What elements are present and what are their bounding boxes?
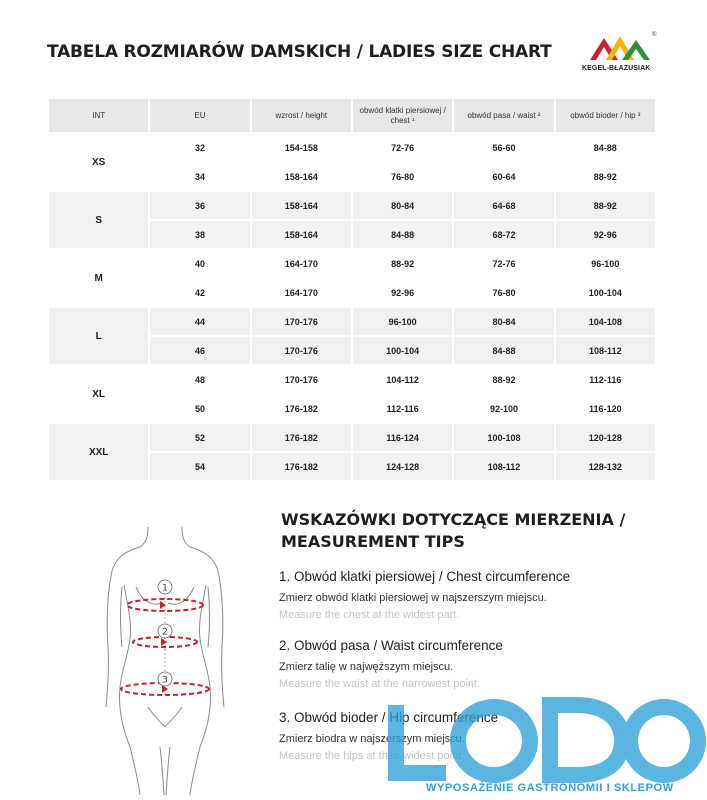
brand-name: KEGEL-BŁAZUSIAK [582, 65, 651, 72]
chest-cell: 88-92 [353, 250, 452, 277]
page-title: TABELA ROZMIARÓW DAMSKICH / LADIES SIZE CHART [47, 42, 552, 62]
tips-title [281, 509, 625, 553]
eu-cell: 52 [150, 424, 249, 451]
height-cell: 154-158 [252, 134, 351, 161]
table-header-row [49, 99, 655, 132]
height-cell: 176-182 [252, 424, 351, 451]
table-row [49, 192, 655, 219]
waist-cell: 72-76 [454, 250, 553, 277]
registered-mark: ® [652, 32, 657, 38]
hip-cell: 92-96 [556, 221, 655, 248]
hip-cell: 108-112 [556, 337, 655, 364]
height-cell: 170-176 [252, 337, 351, 364]
waist-cell: 64-68 [454, 192, 553, 219]
chest-cell: 116-124 [353, 424, 452, 451]
chest-cell: 84-88 [353, 221, 452, 248]
tip-text-en: Measure the waist at the narrowest point. [279, 678, 481, 690]
chest-cell: 104-112 [353, 366, 452, 393]
tip-text-pl: Zmierz biodra w najszerszym miejscu. [279, 733, 465, 745]
table-row [49, 250, 655, 277]
height-cell: 158-164 [252, 221, 351, 248]
header-chest: obwód klatki piersiowej / chest ¹ [353, 99, 452, 132]
waist-cell: 68-72 [454, 221, 553, 248]
hip-cell: 112-116 [556, 366, 655, 393]
table-row [49, 366, 655, 393]
waist-cell: 56-60 [454, 134, 553, 161]
header-eu: EU [150, 99, 249, 132]
hip-cell: 84-88 [556, 134, 655, 161]
waist-cell: 76-80 [454, 279, 553, 306]
hip-cell: 116-120 [556, 395, 655, 422]
marker-2: 2 [162, 627, 168, 638]
body-figure-illustration [100, 527, 230, 797]
header-hip: obwód bioder / hip ³ [556, 99, 655, 132]
table-row [49, 134, 655, 161]
height-cell: 170-176 [252, 366, 351, 393]
int-size-cell: XS [49, 134, 148, 190]
tip-heading: 2. Obwód pasa / Waist circumference [279, 638, 503, 653]
height-cell: 170-176 [252, 308, 351, 335]
hip-cell: 88-92 [556, 192, 655, 219]
waist-cell: 88-92 [454, 366, 553, 393]
tip-text-en: Measure the hips at their widest point. [279, 750, 465, 762]
tip-waist [279, 638, 699, 690]
height-cell: 164-170 [252, 279, 351, 306]
tip-text-pl: Zmierz obwód klatki piersiowej w najszerszym miejscu. [279, 592, 547, 604]
table-row [49, 424, 655, 451]
size-table [47, 97, 657, 482]
brand-logo [582, 30, 662, 78]
header-height: wzrost / height [252, 99, 351, 132]
chest-cell: 112-116 [353, 395, 452, 422]
eu-cell: 36 [150, 192, 249, 219]
watermark-tagline: WYPOSAŻENIE GASTRONOMII I SKLEPÓW [426, 782, 674, 794]
tip-text-en: Measure the chest at the widest part. [279, 609, 460, 621]
tip-text-pl: Zmierz talię w najwęższym miejscu. [279, 661, 454, 673]
waist-cell: 84-88 [454, 337, 553, 364]
height-cell: 176-182 [252, 395, 351, 422]
tip-heading: 3. Obwód bioder / Hip circumference [279, 710, 499, 725]
waist-cell: 92-100 [454, 395, 553, 422]
waist-cell: 108-112 [454, 453, 553, 480]
eu-cell: 40 [150, 250, 249, 277]
waist-cell: 100-108 [454, 424, 553, 451]
hip-cell: 88-92 [556, 163, 655, 190]
header-int: INT [49, 99, 148, 132]
eu-cell: 54 [150, 453, 249, 480]
int-size-cell: XL [49, 366, 148, 422]
hip-cell: 120-128 [556, 424, 655, 451]
height-cell: 158-164 [252, 192, 351, 219]
tip-chest [279, 569, 699, 621]
int-size-cell: S [49, 192, 148, 248]
tip-heading: 1. Obwód klatki piersiowej / Chest circumference [279, 569, 571, 584]
chest-cell: 124-128 [353, 453, 452, 480]
eu-cell: 38 [150, 221, 249, 248]
mountains-logo-icon [588, 30, 652, 62]
eu-cell: 34 [150, 163, 249, 190]
hip-cell: 128-132 [556, 453, 655, 480]
chest-cell: 80-84 [353, 192, 452, 219]
marker-1: 1 [162, 583, 168, 594]
eu-cell: 48 [150, 366, 249, 393]
eu-cell: 32 [150, 134, 249, 161]
eu-cell: 44 [150, 308, 249, 335]
height-cell: 158-164 [252, 163, 351, 190]
eu-cell: 46 [150, 337, 249, 364]
int-size-cell: XXL [49, 424, 148, 480]
header-waist: obwód pasa / waist ² [454, 99, 553, 132]
hip-cell: 100-104 [556, 279, 655, 306]
marker-3: 3 [162, 675, 168, 686]
hip-cell: 104-108 [556, 308, 655, 335]
chest-cell: 92-96 [353, 279, 452, 306]
tips-title-line: WSKAZÓWKI DOTYCZĄCE MIERZENIA / [281, 510, 626, 529]
waist-cell: 60-64 [454, 163, 553, 190]
chest-cell: 96-100 [353, 308, 452, 335]
chest-cell: 100-104 [353, 337, 452, 364]
eu-cell: 50 [150, 395, 249, 422]
waist-cell: 80-84 [454, 308, 553, 335]
eu-cell: 42 [150, 279, 249, 306]
chest-cell: 72-76 [353, 134, 452, 161]
int-size-cell: L [49, 308, 148, 364]
tips-title-line: MEASUREMENT TIPS [281, 532, 465, 551]
chest-cell: 76-80 [353, 163, 452, 190]
int-size-cell: M [49, 250, 148, 306]
height-cell: 164-170 [252, 250, 351, 277]
hip-cell: 96-100 [556, 250, 655, 277]
height-cell: 176-182 [252, 453, 351, 480]
table-row [49, 308, 655, 335]
